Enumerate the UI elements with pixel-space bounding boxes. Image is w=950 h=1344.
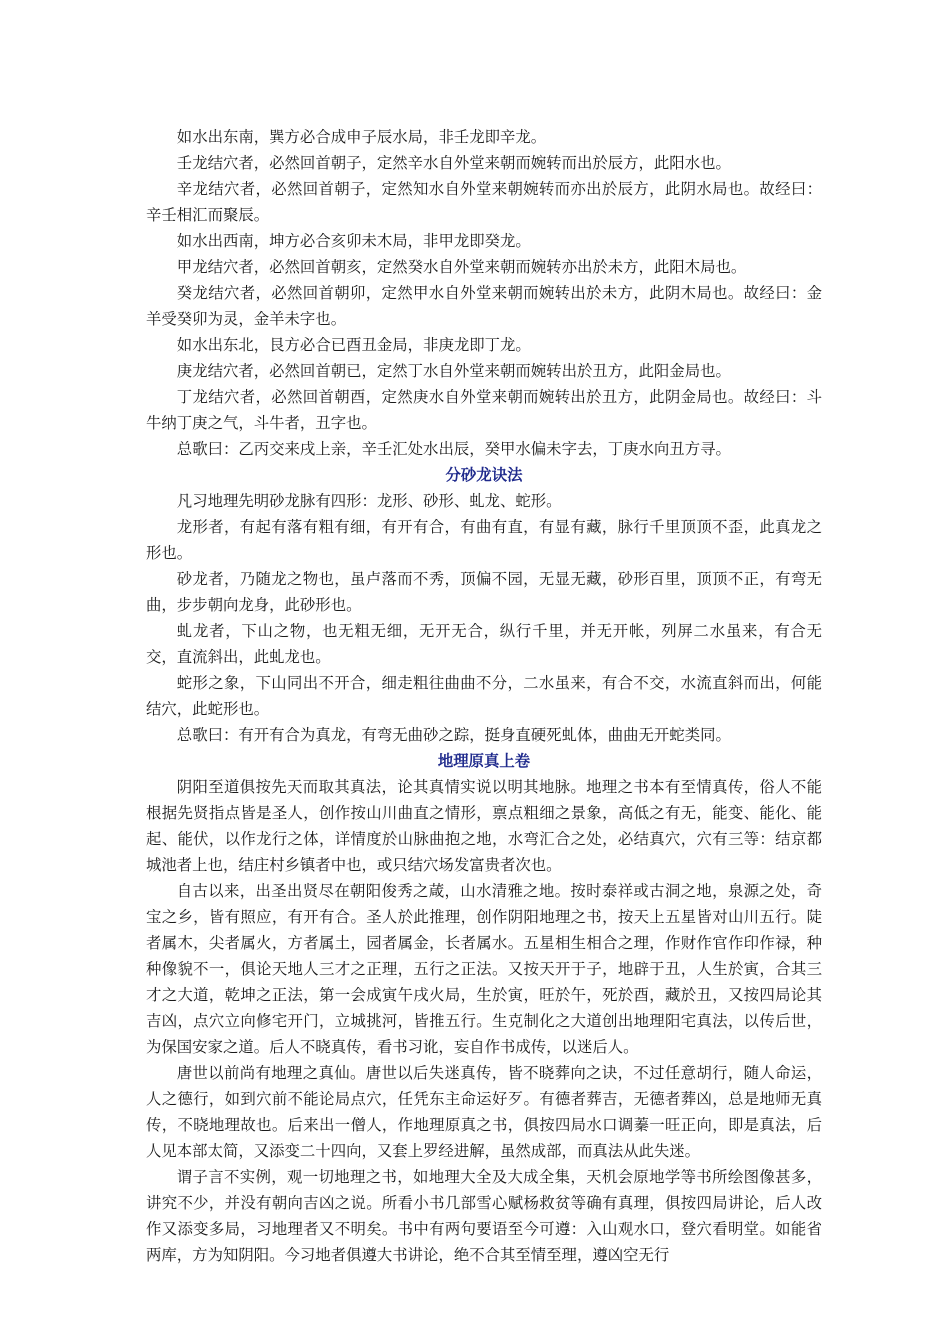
- paragraph: 总歌曰：乙丙交来戌上亲，辛壬汇处水出辰，癸甲水偏未字去，丁庚水向丑方寻。: [176, 440, 731, 458]
- paragraph: 蛇形之象，下山同出不开合，细走粗往曲曲不分，二水虽来，有合不交，水流直斜而出，何能结穴，此蛇形也。: [146, 674, 822, 718]
- document-page: [146, 124, 822, 1268]
- section-heading: 分砂龙诀法: [445, 466, 523, 484]
- paragraph: 砂龙者，乃随龙之物也，虽卢落而不秀，顶偏不园，无显无藏，砂形百里，顶顶不正，有弯无曲，步步朝向龙身，此砂形也。: [146, 570, 822, 614]
- paragraph: 辛龙结穴者，必然回首朝子，定然知水自外堂来朝婉转而亦出於辰方，此阴水局也。故经曰：辛壬相汇而聚辰。: [146, 180, 822, 224]
- paragraph: 如水出东北，艮方必合已酉丑金局，非庚龙即丁龙。: [176, 336, 531, 354]
- section-heading: 地理原真上卷: [437, 752, 531, 770]
- paragraph: 谓子言不实例，观一切地理之书，如地理大全及大成全集，天机会原地学等书所绘图像甚多，讲究不少，并没有朝向吉凶之说。所看小书几部雪心赋杨救贫等确有真理，俱按四局讲论，后人改作又添变多局，习地理者又不明矣。书中有两句要语至今可遵：入山观水口，登穴看明堂。如能省两库，方为知阴阳。今习地者俱遵大书讲论，绝不合其至情至理，遵凶空无行: [146, 1168, 822, 1264]
- paragraph: 丁龙结穴者，必然回首朝酉，定然庚水自外堂来朝而婉转出於丑方，此阴金局也。故经曰：斗牛纳丁庚之气，斗牛者，丑字也。: [146, 388, 822, 432]
- paragraph: 自古以来，出圣出贤尽在朝阳俊秀之葴，山水清雅之地。按时泰祥或古洞之地，泉源之处，奇宝之乡，皆有照应，有开有合。圣人於此推理，创作阴阳地理之书，按天上五星皆对山川五行。陡者属木，尖者属火，方者属土，园者属金，长者属水。五星相生相合之理，作财作官作印作禄，种种像貌不一，俱论天地人三才之正理，五行之正法。又按天开于子，地辟于丑，人生於寅，合其三才之大道，乾坤之正法，第一会成寅午戌火局，生於寅，旺於午，死於酉，藏於丑，又按四局论其吉凶，点穴立向修宅开门，立城挑河，皆推五行。生克制化之大道创出地理阳宅真法，以传后世，为保国安家之道。后人不晓真传，看书习讹，妄自作书成传，以迷后人。: [146, 882, 822, 1056]
- section-water-directions: [146, 124, 822, 462]
- paragraph: 唐世以前尚有地理之真仙。唐世以后失迷真传，皆不晓葬向之诀，不过任意胡行，随人命运，人之德行，如到穴前不能论局点穴，任凭东主命运好歹。有德者葬吉，无德者葬凶，总是地师无真传，不晓地理故也。后来出一僧人，作地理原真之书，俱按四局水口调蓁一旺正向，即是真法，后人见本部太简，又添变二十四向，又套上罗经进解，虽然成部，而真法从此失迷。: [146, 1064, 822, 1160]
- paragraph: 阴阳至道俱按先天而取其真法，论其真情实说以明其地脉。地理之书本有至情真传，俗人不能根据先贤指点皆是圣人，创作按山川曲直之情形，禀点粗细之景象，高低之有无，能变、能化、能起、能伏，以作龙行之体，详情度於山脉曲抱之地，水弯汇合之处，必结真穴，穴有三等：结京都城池者上也，结庄村乡镇者中也，或只结穴场发富贵者次也。: [146, 778, 822, 874]
- paragraph: 总歌曰：有开有合为真龙，有弯无曲砂之踪，挺身直硬死虬体，曲曲无开蛇类同。: [176, 726, 731, 744]
- paragraph: 凡习地理先明砂龙脉有四形：龙形、砂形、虬龙、蛇形。: [176, 492, 562, 510]
- paragraph: 壬龙结穴者，必然回首朝子，定然辛水自外堂来朝而婉转而出於辰方，此阳水也。: [176, 154, 731, 172]
- paragraph: 庚龙结穴者，必然回首朝已，定然丁水自外堂来朝而婉转出於丑方，此阳金局也。: [176, 362, 731, 380]
- paragraph: 龙形者，有起有落有粗有细，有开有合，有曲有直，有显有藏，脉行千里顶顶不歪，此真龙之形也。: [146, 518, 822, 562]
- paragraph: 虬龙者，下山之物，也无粗无细，无开无合，纵行千里，并无开帐，列屏二水虽来，有合无交，直流斜出，此虬龙也。: [146, 622, 822, 666]
- section-sand-dragon: [146, 462, 822, 748]
- paragraph: 甲龙结穴者，必然回首朝亥，定然癸水自外堂来朝而婉转亦出於未方，此阳木局也。: [176, 258, 747, 276]
- paragraph: 如水出东南，巽方必合成申子辰水局，非壬龙即辛龙。: [176, 128, 547, 146]
- section-geography-volume-one: [146, 748, 822, 1268]
- paragraph: 如水出西南，坤方必合亥卯未木局，非甲龙即癸龙。: [176, 232, 531, 250]
- paragraph: 癸龙结穴者，必然回首朝卯，定然甲水自外堂来朝而婉转出於未方，此阴木局也。故经曰：金羊受癸卯为灵，金羊未字也。: [146, 284, 822, 328]
